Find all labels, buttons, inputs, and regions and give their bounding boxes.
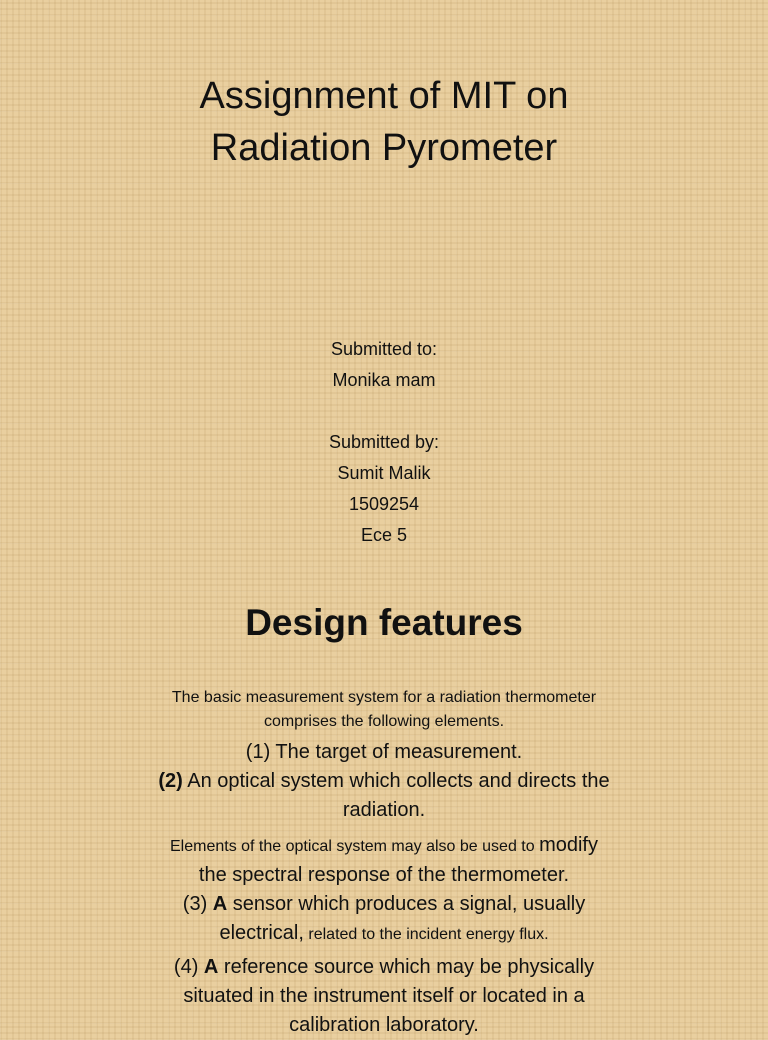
item-4-continued-2: calibration laboratory.	[289, 1014, 479, 1036]
optical-note-text: Elements of the optical system may also be used to	[170, 838, 540, 855]
spacer	[0, 396, 768, 427]
item-4	[0, 953, 768, 982]
item-3-text: sensor which produces a signal, usually	[227, 893, 586, 915]
item-3-bold: A	[212, 893, 228, 915]
submitted-by-name: Sumit Malik	[337, 463, 431, 483]
roll-number: 1509254	[348, 494, 420, 514]
section-content	[0, 686, 768, 1040]
item-4-bold: A	[203, 956, 219, 978]
submitted-to-name: Monika mam	[332, 370, 436, 390]
submitted-to-label: Submitted to:	[330, 339, 438, 359]
item-4-number: (4)	[173, 956, 204, 978]
item-2-text: An optical system which collects and directs the	[182, 770, 610, 792]
submission-block	[0, 334, 768, 551]
item-2-number: (2)	[158, 770, 183, 792]
item-3-electrical: electrical,	[219, 922, 304, 944]
item-1: (1) The target of measurement.	[245, 741, 523, 763]
item-4-continued: situated in the instrument itself or located in a	[183, 985, 585, 1007]
title-line-1: Assignment of MIT on	[199, 75, 569, 117]
item-3	[0, 890, 768, 919]
item-2	[0, 767, 768, 796]
item-3-continued	[0, 919, 768, 949]
optical-note-modify: modify	[539, 834, 598, 856]
optical-note-continued: the spectral response of the thermometer.	[198, 864, 570, 886]
section-heading: Design features	[245, 602, 523, 643]
intro-line-2: comprises the following elements.	[263, 713, 505, 730]
item-3-number: (3)	[182, 893, 213, 915]
item-2-continued: radiation.	[342, 799, 426, 821]
item-3-flux: related to the incident energy flux.	[303, 926, 549, 943]
submitted-by-label: Submitted by:	[328, 432, 440, 452]
optical-note	[0, 831, 768, 861]
item-4-text: reference source which may be physically	[218, 956, 595, 978]
slide-title	[0, 70, 768, 174]
intro-line-1: The basic measurement system for a radiation thermometer	[171, 689, 597, 706]
class-name: Ece 5	[360, 525, 408, 545]
title-line-2: Radiation Pyrometer	[210, 127, 558, 169]
